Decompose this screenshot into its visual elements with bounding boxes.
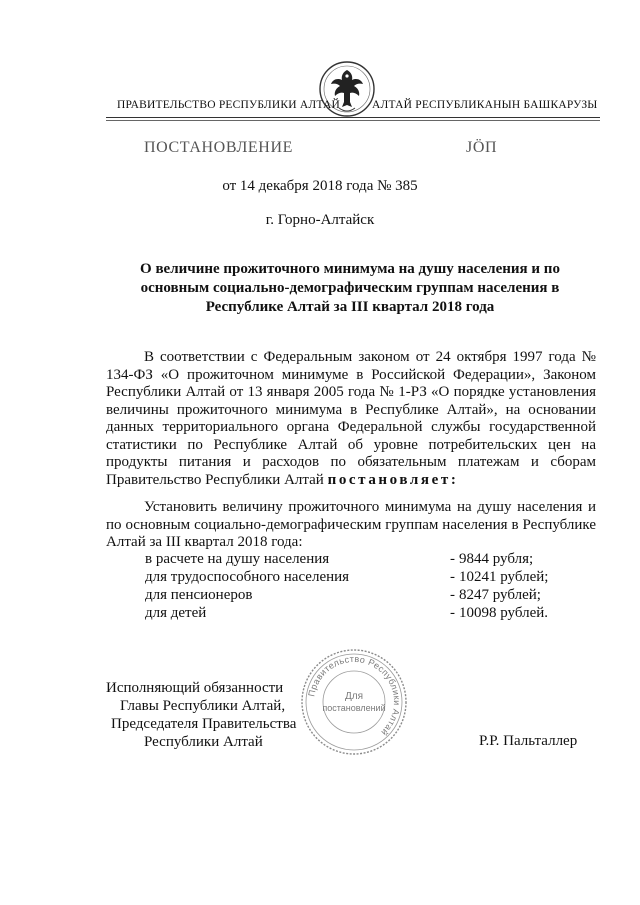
stamp-ring-text: Правительство Республики Алтай bbox=[306, 653, 403, 738]
preamble-text: В соответствии с Федеральным законом от 24 октября 1997 года № 134-ФЗ «О прожиточном минимуме в Российской Федерации», Законом Республики Алтай от 13 января 2005 года № 1-РЗ «О порядке установления величины прожиточного минимума в Республике Алтай», на основании данных территориального органа Федеральной службы государственной статистики по Республике Алтай об уровне потребительских цен на продукты питания и расходов по обязательным платежам и сборам Правительство Республики Алтай bbox=[106, 349, 596, 488]
stamp-center-line1: Для bbox=[344, 691, 364, 702]
doc-type-altai: ЈӦП bbox=[466, 139, 498, 156]
org-name-russian: ПРАВИТЕЛЬСТВО РЕСПУБЛИКИ АЛТАЙ bbox=[116, 99, 340, 111]
stamp-center-line2: постановлений bbox=[322, 703, 386, 713]
value-dash: - bbox=[450, 605, 455, 621]
value-row bbox=[106, 551, 596, 569]
signer-block bbox=[106, 679, 296, 751]
value-label: для пенсионеров bbox=[145, 587, 253, 603]
signer-line: Республики Алтай bbox=[144, 734, 263, 750]
doc-type-russian: ПОСТАНОВЛЕНИЕ bbox=[144, 139, 293, 156]
value-amount: 10098 рублей. bbox=[459, 605, 549, 621]
preamble-paragraph bbox=[106, 349, 596, 489]
value-label: в расчете на душу населения bbox=[145, 551, 330, 567]
value-amount: 8247 рублей; bbox=[459, 587, 541, 603]
value-dash: - bbox=[450, 569, 455, 585]
value-amount: 10241 рублей; bbox=[459, 569, 549, 585]
document-title: О величине прожиточного минимума на душу населения и по основным социально-демографическим группам населения в Республике Алтай за III квартал 2018 года bbox=[140, 261, 560, 315]
org-name-altai: АЛТАЙ РЕСПУБЛИКАНЫН БАШКАРУЗЫ bbox=[372, 99, 598, 111]
value-amount: 9844 рубля; bbox=[459, 551, 534, 567]
value-label: для трудоспособного населения bbox=[145, 569, 350, 585]
decree-word: постановляет: bbox=[327, 471, 459, 488]
official-stamp bbox=[299, 647, 409, 757]
value-dash: - bbox=[450, 551, 455, 567]
document-city: г. Горно-Алтайск bbox=[265, 212, 375, 228]
subsistence-values-list bbox=[106, 551, 596, 623]
value-row bbox=[106, 569, 596, 587]
document-date-number: от 14 декабря 2018 года № 385 bbox=[222, 178, 418, 194]
value-row bbox=[106, 605, 596, 623]
signer-line: Председателя Правительства bbox=[111, 716, 297, 732]
resolution-paragraph: Установить величину прожиточного минимума на душу населения и по основным социально-демографическим группам населения в Республике Алтай за III квартал 2018 года: bbox=[106, 499, 596, 550]
signer-name: Р.Р. Пальталлер bbox=[479, 733, 578, 749]
value-dash: - bbox=[450, 587, 455, 603]
header-divider bbox=[106, 117, 600, 118]
header-divider-thin bbox=[106, 120, 600, 121]
signer-line: Исполняющий обязанности bbox=[106, 680, 284, 696]
value-row bbox=[106, 587, 596, 605]
value-label: для детей bbox=[145, 605, 207, 621]
signer-line: Главы Республики Алтай, bbox=[120, 698, 286, 714]
